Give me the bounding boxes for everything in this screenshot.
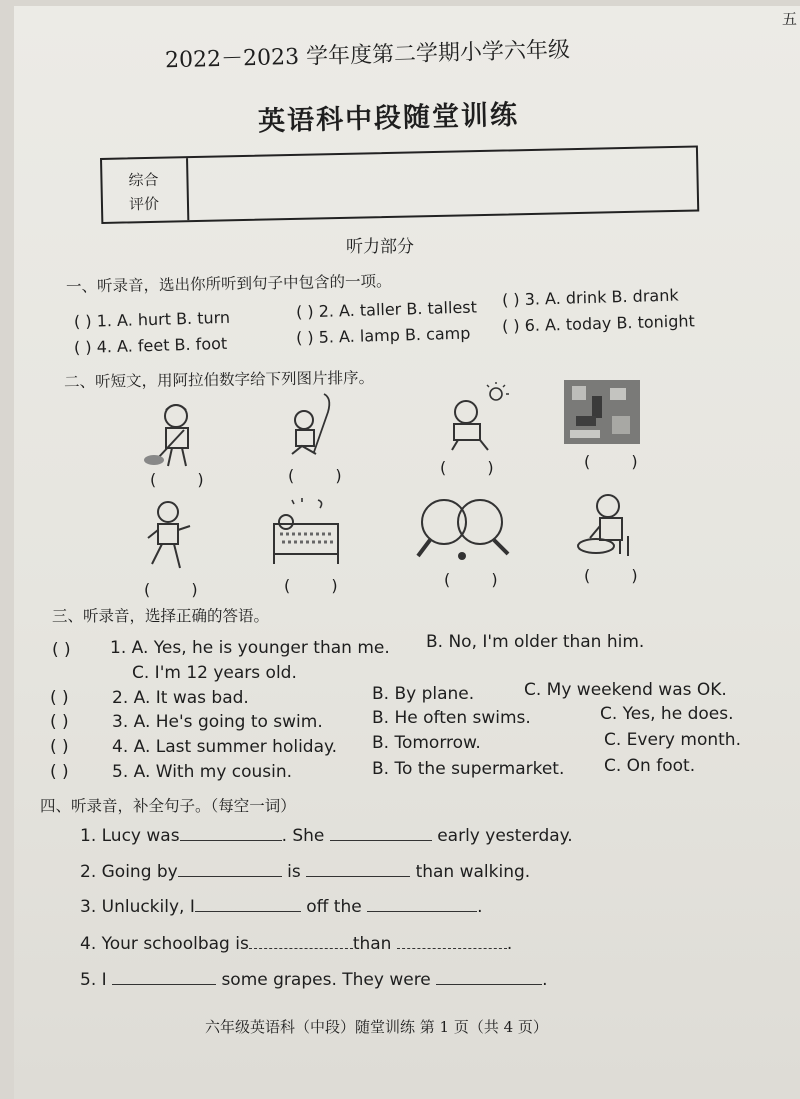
part3-q1-option-c: C. I'm 12 years old. [132, 663, 297, 683]
part3-q5-option-a: 5. A. With my cousin. [112, 762, 293, 782]
s3-text-c: . [477, 897, 483, 917]
part2-heading: 二、听短文，用阿拉伯数字给下列图片排序。 [63, 368, 375, 392]
answer-blank-pic-5[interactable]: ( ) [144, 580, 216, 599]
s2-blank-2[interactable] [306, 862, 410, 877]
part3-q1-option-a: 1. A. Yes, he is younger than me. [110, 638, 390, 658]
ping-pong-paddles-icon [414, 496, 514, 568]
worksheet-subtitle: 英语科中段随堂训练 [257, 99, 520, 138]
s3-text-a: 3. Unluckily, I [80, 897, 195, 917]
part4-heading: 四、听录音，补全句子。（每空一词） [40, 797, 296, 815]
s2-text-c: than walking. [415, 862, 531, 882]
part3-q2-option-b: B. By plane. [372, 684, 475, 704]
answer-blank-pic-1[interactable]: ( ) [150, 470, 222, 489]
eval-label-1: 综合 [128, 170, 159, 190]
s5-text-c: . [542, 970, 548, 990]
part3-q5-option-c: C. On foot. [604, 756, 696, 776]
part4-sentence-4 [80, 934, 512, 954]
part1-item-2: ( ) 2. A. taller B. tallest [295, 297, 478, 322]
answer-blank-pic-8[interactable]: ( ) [584, 566, 656, 585]
boy-running-icon [144, 500, 196, 576]
part4-sentence-2 [80, 862, 530, 882]
part3-q4-option-a: 4. A. Last summer holiday. [112, 737, 338, 757]
part3-q5-option-b: B. To the supermarket. [372, 759, 565, 779]
part3-q4-option-b: B. Tomorrow. [372, 733, 481, 753]
worksheet-title: 2022－2023 学年度第二学期小学六年级 [164, 37, 571, 74]
part4-sentence-1 [80, 826, 573, 846]
part1-item-4: ( ) 4. A. feet B. foot [73, 333, 228, 358]
part3-heading: 三、听录音，选择正确的答语。 [52, 607, 270, 625]
child-sleeping-icon [270, 494, 344, 568]
s1-blank-1[interactable] [180, 826, 282, 841]
s4-blank-2[interactable] [397, 934, 507, 949]
part3-q3-option-b: B. He often swims. [372, 708, 531, 728]
s4-text-b: than [352, 934, 392, 954]
s2-text-a: 2. Going by [80, 862, 178, 882]
evaluation-box [100, 145, 699, 224]
answer-blank-pic-2[interactable]: ( ) [288, 466, 360, 485]
part3-q1-option-b: B. No, I'm older than him. [426, 632, 645, 652]
page-footer: 六年级英语科（中段）随堂训练 第 1 页（共 4 页） [205, 1018, 548, 1036]
part3-q1-paren[interactable]: ( ) [52, 640, 71, 660]
boy-washing-clothes-icon [574, 492, 644, 564]
part3-q3-option-c: C. Yes, he does. [600, 704, 734, 724]
s1-blank-2[interactable] [330, 826, 432, 841]
eval-label-2: 评价 [128, 194, 160, 214]
corner-mark: 五 [782, 10, 798, 28]
s1-text-a: 1. Lucy was [80, 826, 180, 846]
part3-q4-option-c: C. Every month. [604, 730, 741, 750]
part3-q3-paren[interactable]: ( ) [50, 712, 69, 732]
girl-fishing-icon [284, 392, 344, 464]
part1-heading: 一、听录音，选出你所听到句子中包含的一项。 [65, 272, 392, 296]
part3-q2-option-a: 2. A. It was bad. [112, 688, 249, 708]
answer-blank-pic-6[interactable]: ( ) [284, 576, 356, 595]
s3-text-b: off the [306, 897, 362, 917]
answer-blank-pic-7[interactable]: ( ) [444, 570, 516, 589]
part3-q3-option-a: 3. A. He's going to swim. [112, 712, 323, 732]
evaluation-divider [186, 158, 189, 220]
s1-text-b: . She [281, 826, 325, 846]
part1-item-5: ( ) 5. A. lamp B. camp [295, 323, 471, 348]
answer-blank-pic-4[interactable]: ( ) [584, 452, 656, 471]
s5-blank-2[interactable] [436, 970, 542, 985]
s2-blank-1[interactable] [178, 862, 282, 877]
part3-q2-option-c: C. My weekend was OK. [524, 680, 727, 700]
part3-q2-paren[interactable]: ( ) [50, 688, 69, 708]
crowd-scene-icon [562, 376, 642, 448]
s5-text-a: 5. I [80, 970, 107, 990]
s3-blank-2[interactable] [367, 897, 477, 912]
part3-q5-paren[interactable]: ( ) [50, 762, 69, 782]
part4-sentence-5 [80, 970, 548, 990]
part4-sentence-3 [80, 897, 483, 917]
listening-section-title: 听力部分 [346, 237, 414, 257]
kid-playing-in-sun-icon [440, 382, 510, 456]
s5-blank-1[interactable] [112, 970, 216, 985]
part1-item-3: ( ) 3. A. drink B. drank [501, 285, 679, 310]
s1-text-c: early yesterday. [437, 826, 573, 846]
part1-item-1: ( ) 1. A. hurt B. turn [73, 307, 231, 332]
s4-blank-1[interactable] [249, 934, 353, 949]
s3-blank-1[interactable] [195, 897, 301, 912]
s2-text-b: is [287, 862, 301, 882]
s4-text-a: 4. Your schoolbag is [80, 934, 249, 954]
s4-text-c: . [506, 934, 513, 954]
s5-text-b: some grapes. They were [221, 970, 431, 990]
part3-q4-paren[interactable]: ( ) [50, 737, 69, 757]
answer-blank-pic-3[interactable]: ( ) [440, 458, 512, 477]
boy-sweeping-icon [138, 400, 210, 470]
part1-item-6: ( ) 6. A. today B. tonight [501, 311, 696, 336]
